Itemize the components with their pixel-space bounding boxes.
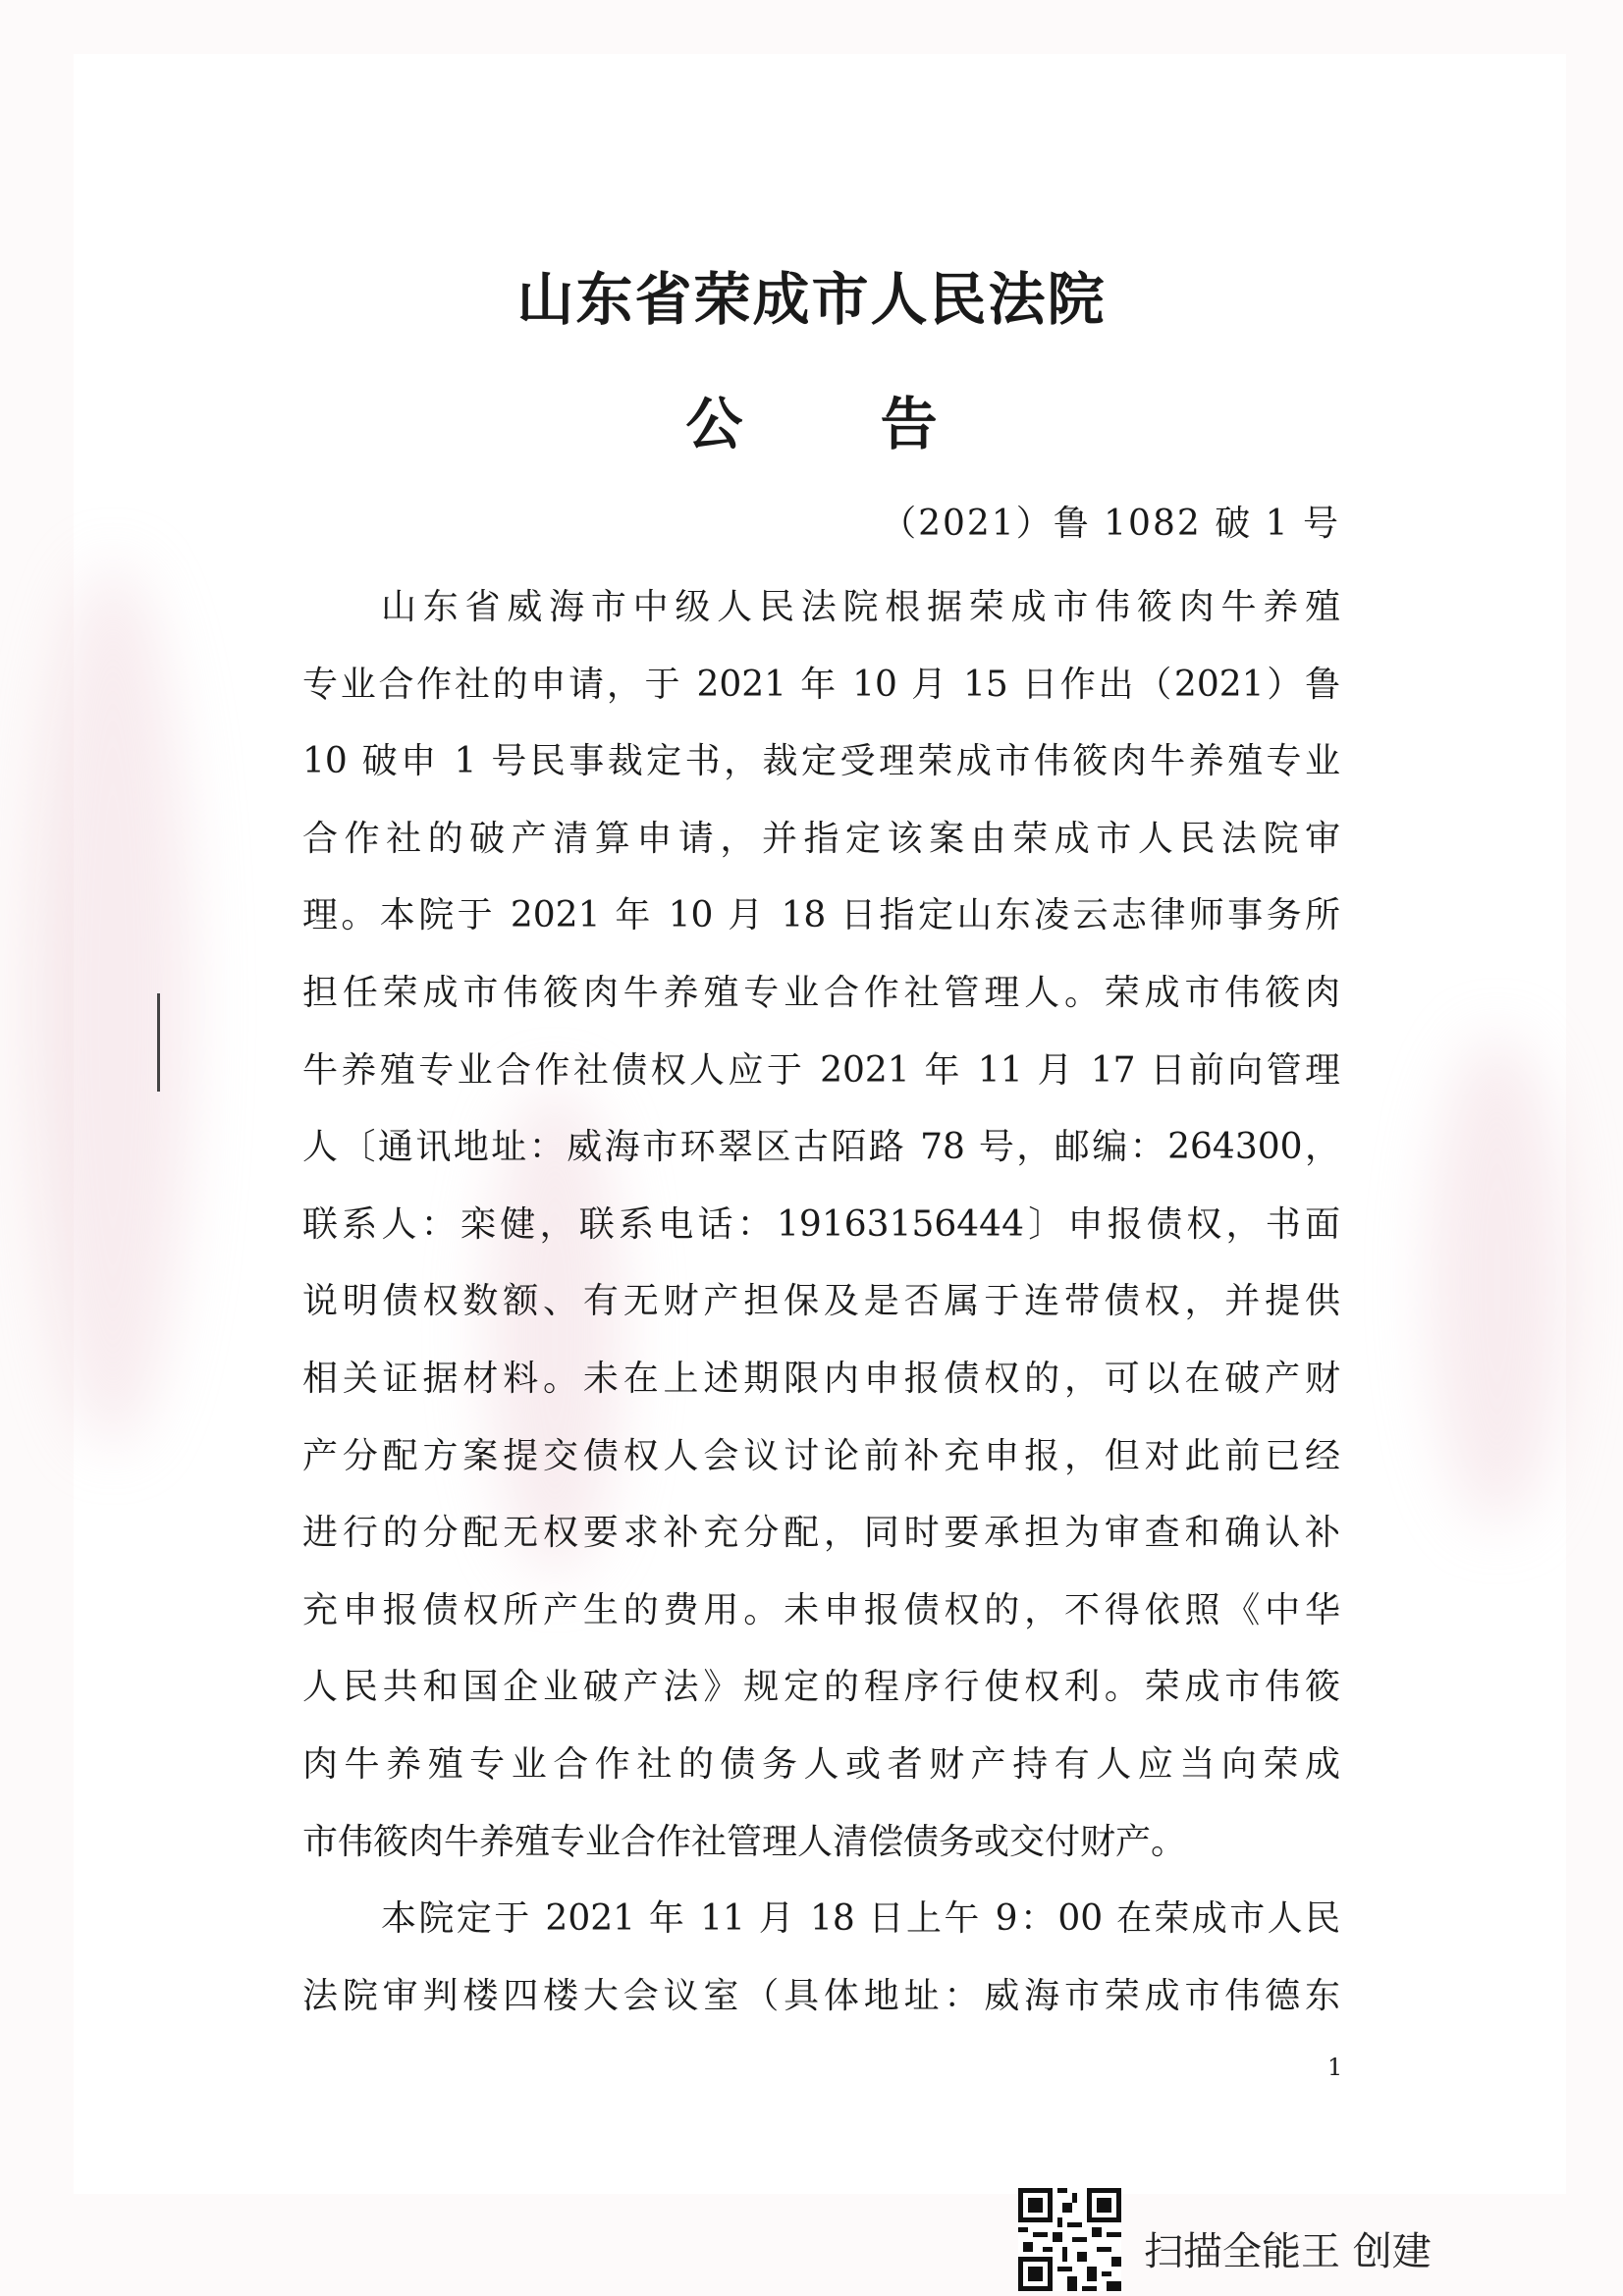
body-line: 10 破申 1 号民事裁定书，裁定受理荣成市伟筱肉牛养殖专业 — [302, 741, 1340, 782]
body-line: 肉牛养殖专业合作社的债务人或者财产持有人应当向荣成 — [302, 1743, 1340, 1785]
body-line: 产分配方案提交债权人会议讨论前补充申报，但对此前已经 — [302, 1435, 1340, 1476]
body-line: 相关证据材料。未在上述期限内申报债权的，可以在破产财 — [302, 1358, 1340, 1399]
announcement-body — [302, 569, 1340, 2035]
scan-edge-mark — [157, 993, 160, 1092]
body-line: 人民共和国企业破产法》规定的程序行使权利。荣成市伟筱 — [302, 1667, 1340, 1708]
body-line: 山东省威海市中级人民法院根据荣成市伟筱肉牛养殖 — [381, 587, 1340, 627]
court-title: 山东省荣成市人民法院 — [516, 266, 1107, 333]
body-line: 充申报债权所产生的费用。未申报债权的，不得依照《中华 — [302, 1589, 1340, 1630]
body-line: 合作社的破产清算申请，并指定该案由荣成市人民法院审 — [302, 818, 1340, 859]
document-type-heading: 公 告 — [685, 391, 997, 457]
body-line: 法院审判楼四楼大会议室（具体地址：威海市荣成市伟德东 — [302, 1975, 1340, 2016]
body-line: 专业合作社的申请，于 2021 年 10 月 15 日作出（2021）鲁 — [302, 664, 1340, 705]
page-number: 1 — [1327, 2054, 1343, 2081]
case-number: （2021）鲁 1082 破 1 号 — [881, 504, 1340, 544]
body-line: 牛养殖专业合作社债权人应于 2021 年 11 月 17 日前向管理 — [302, 1049, 1340, 1091]
body-line: 进行的分配无权要求补充分配，同时要承担为审查和确认补 — [302, 1513, 1340, 1554]
scan-smudge — [1429, 1036, 1566, 1526]
body-line: 说明债权数额、有无财产担保及是否属于连带债权，并提供 — [302, 1281, 1340, 1322]
body-line: 本院定于 2021 年 11 月 18 日上午 9：00 在荣成市人民 — [381, 1898, 1340, 1940]
qr-code-icon — [1018, 2188, 1121, 2291]
body-line: 市伟筱肉牛养殖专业合作社管理人清偿债务或交付财产。 — [302, 1821, 1187, 1862]
body-line: 担任荣成市伟筱肉牛养殖专业合作社管理人。荣成市伟筱肉 — [302, 972, 1340, 1013]
body-line: 理。本院于 2021 年 10 月 18 日指定山东凌云志律师事务所 — [302, 895, 1340, 936]
body-line: 人〔通讯地址：威海市环翠区古陌路 78 号，邮编：264300， — [302, 1127, 1340, 1168]
body-line: 联系人：栾健，联系电话：19163156444〕申报债权，书面 — [302, 1203, 1340, 1245]
scan-smudge — [34, 564, 191, 1448]
scanner-watermark-text: 扫描全能王 创建 — [1144, 2229, 1432, 2274]
